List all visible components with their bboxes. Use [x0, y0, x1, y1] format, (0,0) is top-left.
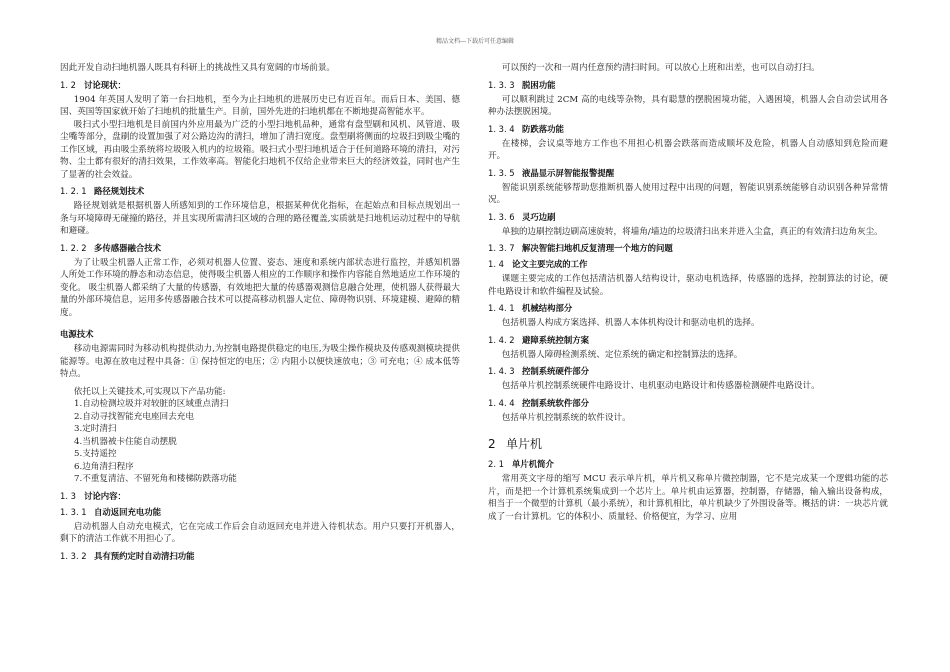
section-heading: 1. 4. 1 机械结构部分: [488, 303, 573, 313]
left-column: [60, 62, 460, 565]
section-heading: 1. 3. 6 灵巧边刷: [488, 211, 556, 222]
list-item: 2.自动寻找智能充电座回去充电: [74, 411, 194, 422]
paragraph: 吸扫式小型扫地机是目前国内外应用最为广泛的小型扫地机品种，通常有盘型刷和风机、风管道、吸尘嘴等部分，盘刷的设置加强了对公路边沟的清扫，增加了清扫宽度。盘型刷将侧面的垃圾扫到吸尘嘴的工作区域，再由吸尘系统将垃圾吸入机内的垃圾箱。吸扫式小型扫地机适合于任何道路环境的清扫，对污物、尘土都有很好的清扫效果，工作效率高。智能化扫地机不仅给企业带来巨大的经济效益，同时也产生了显著的社会效益。: [60, 119, 460, 180]
paragraph: 因此开发自动扫地机器人既具有科研上的挑战性又具有宽阔的市场前景。: [60, 63, 336, 73]
paragraph: 路径规划就是根据机器人所感知到的工作环境信息，根据某种优化指标，在起始点和目标点规划出一条与环境障碍无碰撞的路径，并且实现所需清扫区域的合理的路径覆盖,实质就是扫地机运动过程中的导航和避碰。: [60, 201, 460, 236]
feature-list: [60, 398, 460, 486]
paragraph: 依托以上关键技术,可实现以下产品功能:: [73, 386, 226, 397]
paragraph: 移动电源需同时为移动机构提供动力,为控制电路提供稳定的电压,为吸尘操作模块及传感观测模块提供能源等。电源在放电过程中具备：① 保持恒定的电压；② 内阻小以便快速放电；③ 可充电；④ 成本低等特点。: [60, 344, 460, 379]
section-heading: 1. 4. 4 控制系统软件部分: [488, 397, 589, 408]
section-heading: 1. 3. 4 防跌落功能: [488, 123, 564, 134]
paragraph: 可以顺利跳过 2CM 高的电线等杂物，具有聪慧的摆脱困境功能，入遇困境，机器人会自动尝试用各种办法摆脱困境。: [488, 94, 888, 117]
list-item: 4.当机器被卡住能自动摆脱: [74, 436, 177, 447]
paragraph: 可以预约一次和一周内任意预约清扫时间。可以放心上班和出差，也可以自动打扫。: [501, 63, 820, 73]
paragraph: 为了让吸尘机器人正常工作，必须对机器人位置、姿态、速度和系统内部状态进行监控，并感知机器人所处工作环境的静态和动态信息，使得吸尘机器人相应的工作顺序和操作内容能自然地适应工作环境的变化。 吸尘机器人都采纳了大量的传感器，有效地把大量的传感器观测信息融合处理，使机器人获得最大量的外部环境信息，运用多传感器融合技术可以提高移动机器人定位、障碍物识别、环境建模、避障的精度。: [60, 257, 460, 318]
section-heading: 1. 4. 2 避障系统控制方案: [488, 334, 589, 345]
section-heading: 1. 3. 3 脱困功能: [488, 79, 556, 90]
section-heading: 1. 3 讨论内容：: [60, 490, 126, 501]
list-item: 6.边角清扫程序: [74, 461, 134, 472]
section-heading: 1. 4 论文主要完成的工作: [488, 259, 588, 269]
paragraph: 常用英文字母的缩写 MCU 表示单片机，单片机又称单片微控制器，它不是完成某一个逻辑功能的芯片，而是把一个计算机系统集成到一个芯片上。单片机由运算器，控制器，存储器，输入输出设备构成，相当于一个微型的计算机（最小系统），和计算机相比，单片机缺少了外围设备等。概括的讲：一块芯片就成了一台计算机。它的体积小、质量轻、价格便宜，为学习、应用: [488, 474, 888, 522]
paragraph: 课题主要完成的工作包括清洁机器人结构设计，驱动电机选择，传感器的选择，控制算法的讨论，硬件电路设计和软件编程及试验。: [488, 274, 888, 297]
list-item: 3.定时清扫: [74, 424, 117, 434]
section-heading: 1. 3. 1 自动返回充电功能: [60, 506, 161, 517]
list-item: 1.自动检测垃圾并对较脏的区域重点清扫: [74, 399, 229, 409]
section-heading: 1. 2 讨论现状：: [60, 79, 126, 90]
paragraph: 包括单片机控制系统硬件电路设计、电机驱动电路设计和传感器检测硬件电路设计。: [501, 381, 820, 391]
section-heading: 1. 2. 1 路径规划技术: [60, 186, 145, 196]
section-heading: 1. 3. 2 具有预约定时自动清扫功能: [60, 550, 195, 561]
right-column: [488, 62, 888, 523]
section-heading: 1. 3. 7 解决智能扫地机反复清理一个地方的问题: [488, 243, 673, 253]
paragraph: 包括机器人障碍检测系统、定位系统的确定和控制算法的选择。: [501, 349, 743, 360]
section-heading: 1. 2. 2 多传感器融合技术: [60, 242, 161, 253]
paragraph: 启动机器人自动充电模式，它在完成工作后会自动返回充电并进入待机状态。用户只要打开机器人，剩下的清洁工作就不用担心了。: [60, 521, 460, 544]
chapter-heading: 2 单片机: [488, 437, 543, 451]
section-heading: 电源技术: [60, 329, 94, 339]
paragraph: 包括单片机控制系统的软件设计。: [501, 412, 631, 423]
paragraph: 在楼梯，会议桌等地方工作也不用担心机器会跌落而造成顺坏及危险，机器人自动感知到危险而避开。: [488, 138, 888, 161]
section-heading: 1. 3. 5 液晶显示屏智能报警提醒: [488, 167, 615, 178]
list-item: 5.支持遥控: [74, 449, 117, 459]
list-item: 7.不重复清洁、不留死角和楼梯防跌落功能: [74, 474, 237, 484]
paragraph: 包括机器人构成方案选择、机器人本体机构设计和驱动电机的选择。: [501, 318, 760, 328]
header-watermark: 精品文档---下载后可任意编辑: [435, 38, 515, 45]
section-heading: 2. 1 单片机简介: [488, 459, 554, 469]
paragraph: 1904 年英国人发明了第一台扫地机，至今为止扫地机的进展历史已有近百年。而后日本、美国、德国、英国等国家就开始了扫地机的批量生产。目前，国外先进的扫地机都在不断地提高智能水平。: [60, 94, 460, 117]
section-heading: 1. 4. 3 控制系统硬件部分: [488, 366, 589, 376]
paragraph: 智能识别系统能够帮助您推断机器人使用过程中出现的问题，智能识别系统能够自动识别各种异常情况。: [488, 182, 888, 205]
paragraph: 单独的边刷控制边刷高速旋转，将墙角/墙边的垃圾清扫出来并进入尘盒，真正的有效清扫边角灰尘。: [501, 226, 883, 237]
